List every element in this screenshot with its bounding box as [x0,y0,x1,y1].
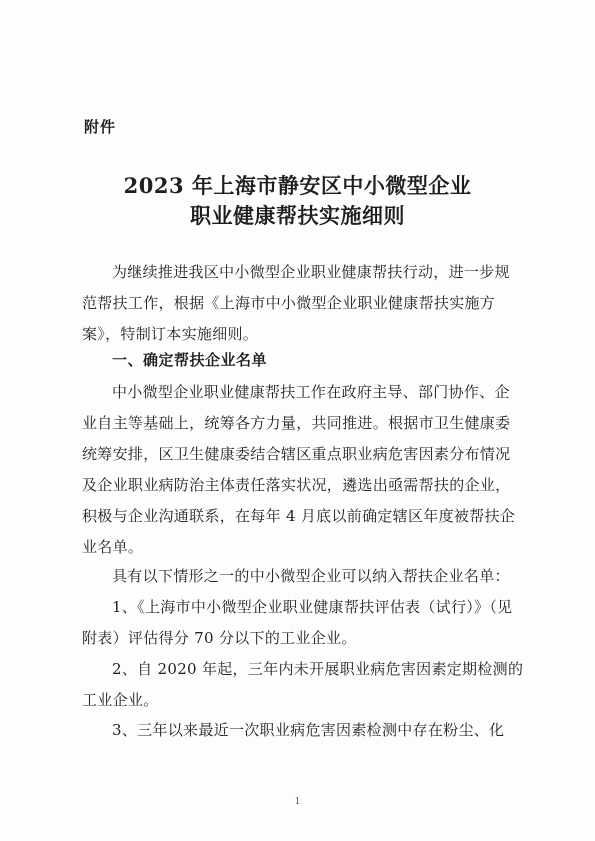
section1-line: 及企业职业病防治主体责任落实状况，遴选出亟需帮扶的企业， [82,476,511,494]
criteria-intro-line: 具有以下情形之一的中小微型企业可以纳入帮扶企业名单： [112,567,510,585]
section1-line: 积极与企业沟通联系，在每年 4 月底以前确定辖区年度被帮扶企 [82,507,516,525]
section1-line: 统筹安排，区卫生健康委结合辖区重点职业病危害因素分布情况 [82,445,511,463]
document-title-line-2: 职业健康帮扶实施细则 [190,203,405,228]
intro-line: 范帮扶工作，根据《上海市中小微型企业职业健康帮扶实施方 [82,294,496,312]
section1-line: 业自主等基础上，统筹各方力量，共同推进。根据市卫生健康委 [82,414,511,432]
page-number: 1 [294,797,301,807]
criteria-item-line: 工业企业。 [82,691,159,709]
criteria-intro [82,561,522,592]
criteria-item-line: 附表）评估得分 70 分以下的工业企业。 [82,629,357,647]
section-heading: 一、确定帮扶企业名单 [112,351,268,369]
attachment-label: 附件 [84,118,117,136]
intro-line: 为继续推进我区中小微型企业职业健康帮扶行动，进一步规 [112,263,510,281]
criteria-item-2 [82,654,522,716]
section1-line: 业名单。 [82,538,144,556]
criteria-item-line: 2、自 2020 年起，三年内未开展职业病危害因素定期检测的 [112,660,524,678]
intro-line: 案》，特制订本实施细则。 [82,325,259,343]
criteria-item-1 [82,592,522,654]
criteria-item-line: 3、三年以来最近一次职业病危害因素检测中存在粉尘、化 [112,721,505,739]
criteria-item-line: 1、《上海市中小微型企业职业健康帮扶评估表（试行）》（见 [112,598,513,616]
section1-paragraph [82,377,522,563]
section1-line: 中小微型企业职业健康帮扶工作在政府主导、部门协作、企 [112,383,510,401]
document-title-line-1: 2023 年上海市静安区中小微型企业 [123,173,472,198]
intro-paragraph [82,257,522,350]
criteria-item-3 [82,715,522,746]
